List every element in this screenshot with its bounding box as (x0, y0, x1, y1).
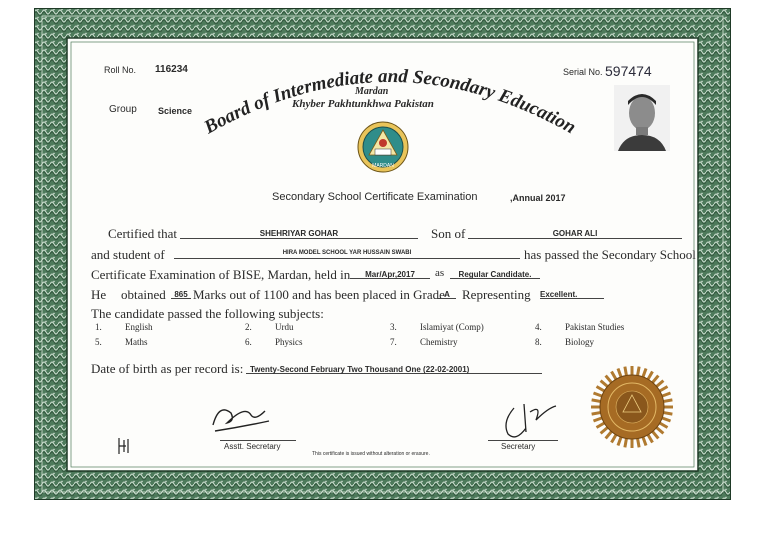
candidate-name: SHEHRIYAR GOHAR (259, 229, 339, 238)
subject-number: 2. (245, 322, 252, 332)
marks-out-of-label: Marks out of 1100 and has been placed in Grade (193, 287, 445, 302)
exam-session: ,Annual 2017 (510, 193, 566, 203)
group-value: Science (158, 106, 193, 116)
subjects-heading: The candidate passed the following subjects: (91, 306, 324, 321)
subject-name: Physics (275, 337, 303, 347)
representing-label: Representing (462, 287, 531, 302)
school-name: HIRA MODEL SCHOOL YAR HUSSAIN SWABI (282, 250, 412, 256)
serial-value: 597474 (605, 63, 652, 79)
subject-name: Maths (125, 337, 148, 347)
as-label: as (435, 267, 445, 279)
subject-name: Islamiyat (Comp) (420, 322, 484, 332)
passed-label: has passed the Secondary School (524, 247, 696, 262)
held-in: Mar/Apr,2017 (365, 270, 415, 279)
dob-label: Date of birth as per record is: (91, 361, 244, 376)
roll-value: 116234 (155, 64, 188, 75)
he-label: He (91, 287, 107, 302)
asst-secretary-label: Asstt. Secretary (224, 442, 281, 451)
father-name: GOHAR ALI (552, 229, 598, 238)
exam-line-label: Certificate Examination of BISE, Mardan, held in (91, 267, 351, 282)
remark: Excellent. (540, 290, 578, 299)
subject-number: 5. (95, 337, 102, 347)
certified-label: Certified that (108, 226, 177, 241)
subject-number: 7. (390, 337, 397, 347)
group-label: Group (109, 104, 137, 115)
roll-label: Roll No. (104, 65, 137, 75)
subject-name: Chemistry (420, 337, 458, 347)
candidate-type: Regular Candidate. (458, 270, 532, 279)
subject-number: 4. (535, 322, 542, 332)
son-of-label: Son of (431, 226, 466, 241)
obtained-label: obtained (121, 287, 166, 302)
secretary-signature (496, 392, 566, 442)
exam-title: Secondary School Certificate Examination (272, 191, 478, 203)
board-name: Board of Intermediate and Secondary Education (200, 65, 580, 139)
student-of-label: and student of (91, 247, 165, 262)
dob-value: Twenty-Second February Two Thousand One (22-02-2001) (250, 365, 470, 374)
subject-number: 6. (245, 337, 252, 347)
grade: A (444, 290, 450, 299)
candidate-photo (614, 85, 670, 151)
subject-number: 3. (390, 322, 397, 332)
subject-number: 8. (535, 337, 542, 347)
board-province: Khyber Pakhtunkhwa Pakistan (292, 98, 434, 110)
board-city: Mardan (355, 86, 389, 97)
subject-name: Pakistan Studies (565, 322, 625, 332)
emblem-label: MARDAN (372, 163, 394, 169)
board-emblem (357, 121, 409, 173)
issue-note: This certificate is issued without alteration or erasure. (312, 451, 430, 457)
serial-label: Serial No. (563, 67, 603, 77)
subject-name: Biology (565, 337, 595, 347)
subject-name: English (125, 322, 153, 332)
marks-obtained: 865 (174, 290, 188, 299)
initials-mark (116, 436, 132, 456)
secretary-label: Secretary (501, 442, 536, 451)
subject-name: Urdu (275, 322, 294, 332)
official-seal (589, 364, 675, 450)
asst-secretary-signature (205, 397, 275, 437)
subject-number: 1. (95, 322, 102, 332)
